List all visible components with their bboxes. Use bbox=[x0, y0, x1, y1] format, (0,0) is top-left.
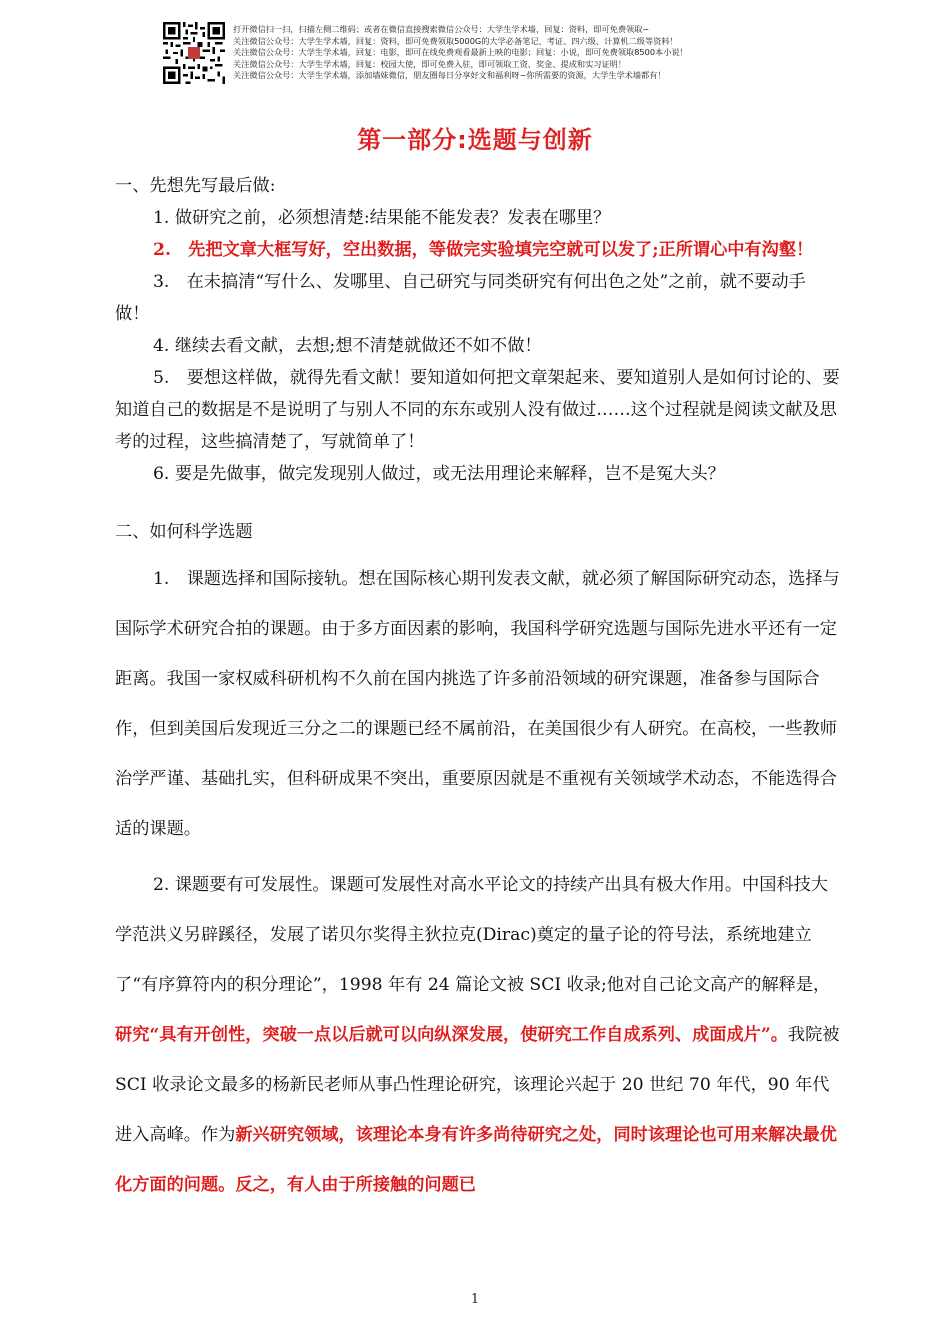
list-item: 4. 继续去看文献，去想;想不清楚就做还不如不做！ bbox=[153, 336, 542, 356]
promo-line: 关注微信公众号：大学生学术墙，添加墙妹微信，朋友圈每日分享好文和福利呀~你所需要的资源，大学生学术墙都有！ bbox=[233, 70, 666, 81]
promo-line: 关注微信公众号：大学生学术墙，回复：电影，即可在线免费观看最新上映的电影；回复：小说，即可免费领取8500本小说！ bbox=[233, 47, 688, 58]
section-1-heading: 一、先想先写最后做: bbox=[115, 176, 276, 196]
page-title: 第一部分:选题与创新 bbox=[357, 126, 593, 154]
highlight-text: 研究“具有开创性，突破一点以后就可以向纵深发展，使研究工作自成系列、成面成片”。 bbox=[115, 1025, 788, 1045]
list-item: 1. 做研究之前，必须想清楚:结果能不能发表？发表在哪里？ bbox=[153, 208, 611, 228]
list-item-highlight: 2. 先把文章大框写好，空出数据，等做完实验填完空就可以发了;正所谓心中有沟壑！ bbox=[153, 240, 814, 260]
list-item: 6. 要是先做事，做完发现别人做过，或无法用理论来解释，岂不是冤大头？ bbox=[153, 464, 725, 484]
paragraph-text: 2. 课题要有可发展性。课题可发展性对高水平论文的持续产出具有极大作用。中国科技大学范洪义另辟蹊径，发展了诺贝尔奖得主狄拉克(Dirac)奠定的量子论的符号法，系统地建立了“有序算符内的积分理论”，1998 年有 24 篇论文被 SCI 收录;他对自己论文高产的解释是， bbox=[115, 875, 831, 995]
section-2-heading: 二、如何科学选题 bbox=[115, 522, 253, 542]
promo-header bbox=[163, 18, 883, 88]
section-1 bbox=[115, 170, 840, 490]
paragraph bbox=[115, 860, 840, 1210]
highlight-text: 新兴研究领域，该理论本身有许多尚待研究之处，同时该理论也可用来解决最优化方面的问题。 bbox=[115, 1125, 837, 1195]
page-number: 1 bbox=[470, 1292, 480, 1307]
list-item: 5. 要想这样做，就得先看文献！要知道如何把文章架起来、要知道别人是如何讨论的、要知道自己的数据是不是说明了与别人不同的东东或别人没有做过……这个过程就是阅读文献及思考的过程，这些搞清楚了，写就简单了！ bbox=[115, 368, 840, 452]
paragraph: 1. 课题选择和国际接轨。想在国际核心期刊发表文献，就必须了解国际研究动态，选择与国际学术研究合拍的课题。由于多方面因素的影响，我国科学研究选题与国际先进水平还有一定距离。我国一家权威科研机构不久前在国内挑选了许多前沿领域的研究课题，准备参与国际合作，但到美国后发现近三分之二的课题已经不属前沿，在美国很少有人研究。在高校，一些教师治学严谨、基础扎实，但科研成果不突出，重要原因就是不重视有关领域学术动态，不能选得合适的课题。 bbox=[115, 569, 840, 839]
promo-line: 关注微信公众号：大学生学术墙，回复：校园大使，即可免费入驻，即可领取工资、奖金、提成和实习证明！ bbox=[233, 58, 627, 69]
section-2 bbox=[115, 516, 840, 1210]
promo-line: 关注微信公众号：大学生学术墙，回复：资料，即可免费领取5000G的大学必备笔记、考证、四六级、计算机二级等资料！ bbox=[233, 35, 678, 46]
qr-code-icon bbox=[163, 22, 225, 84]
promo-text bbox=[233, 24, 893, 82]
document-body bbox=[115, 170, 840, 1210]
highlight-text: 反之，有人由于所接触的问题已 bbox=[235, 1175, 476, 1195]
list-item: 3. 在未搞清“写什么、发哪里、自己研究与同类研究有何出色之处”之前，就不要动手做！ bbox=[115, 272, 806, 324]
paragraph-text: 我院被 SCI 收录论文最多的杨新民老师从事凸性理论研究，该理论兴起于 20 世纪 70 年代，90 年代进入高峰。作为 bbox=[115, 1025, 840, 1145]
promo-line: 打开微信扫一扫，扫描左侧二维码；或者在微信直接搜索微信公众号：大学生学术墙，回复：资料，即可免费领取~ bbox=[233, 24, 650, 34]
